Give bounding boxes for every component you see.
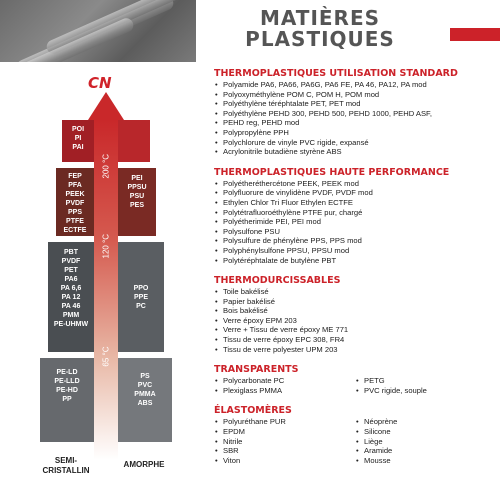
list-item: • Polyphénylsulfone PPSU, PPSU mod — [214, 246, 496, 256]
section-title: TRANSPARENTS — [214, 364, 299, 376]
list-item: • Polyamide PA6, PA66, PA6G, PA6 FE, PA 46, PA12, PA mod — [214, 80, 496, 90]
section-title: THERMOPLASTIQUES UTILISATION STANDARD — [214, 68, 458, 79]
list-item: • SBR — [214, 446, 355, 456]
list-item: • Liège — [355, 437, 496, 447]
header-accent-bar — [450, 28, 500, 41]
page-header — [0, 0, 500, 62]
section-title: ÉLASTOMÈRES — [214, 405, 292, 417]
material-list — [214, 68, 496, 475]
list-item: • Polytétrafluoroéthylène PTFE pur, chargé — [214, 208, 496, 218]
section-transparents — [214, 364, 496, 395]
list-item: • Verre époxy EPM 203 — [214, 316, 496, 326]
list-item: • Polypropylène PPH — [214, 128, 496, 138]
list-item: • PVC rigide, souple — [355, 386, 496, 396]
section-title: THERMODURCISSABLES — [214, 275, 341, 287]
brand-logo: CN — [88, 74, 112, 92]
list-item: • Papier bakélisé — [214, 297, 496, 307]
list-item: • Polysulfone PSU — [214, 227, 496, 237]
label-amorphous: AMORPHE — [123, 460, 165, 469]
section-title: THERMOPLASTIQUES HAUTE PERFORMANCE — [214, 166, 450, 178]
block-amorphous-top — [118, 120, 150, 162]
list-item: • Mousse — [355, 456, 496, 466]
list-item: • Polycarbonate PC — [214, 376, 355, 386]
block-semicrystalline-high: FEP PFA PEEK PVDF PPS PTFE ECTFE — [56, 168, 94, 236]
temp-label-200: 200 °C — [101, 153, 111, 179]
list-item: • Néoprène — [355, 417, 496, 427]
list-item: • Tissu de verre époxy EPC 308, FR4 — [214, 335, 496, 345]
list-item: • Polyétherimide PEI, PEI mod — [214, 217, 496, 227]
list-item: • Tissu de verre polyester UPM 203 — [214, 345, 496, 355]
list-item: • PETG — [355, 376, 496, 386]
list-item: • Ethylen Chlor Tri Fluor Ethylen ECTFE — [214, 198, 496, 208]
section-high-performance-thermoplastics — [214, 167, 496, 265]
list-item: • Silicone — [355, 427, 496, 437]
list-item: • Aramide — [355, 446, 496, 456]
list-item: • Polytéréphtalate de butylène PBT — [214, 256, 496, 266]
arrow-head-icon — [88, 92, 124, 120]
list-item: • Polychlorure de vinyle PVC rigide, expansé — [214, 138, 496, 148]
block-amorphous-base: PS PVC PMMA ABS — [118, 358, 172, 442]
temp-label-65: 65 °C — [101, 346, 111, 367]
block-semicrystalline-standard: PBT PVDF PET PA6 PA 6,6 PA 12 PA 46 PMM PE-UHMW — [48, 242, 94, 352]
list-item: • Viton — [214, 456, 355, 466]
section-elastomers — [214, 405, 496, 465]
list-item: • Verre + Tissu de verre époxy ME 771 — [214, 325, 496, 335]
block-amorphous-standard: PPO PPE PC — [118, 242, 164, 352]
block-amorphous-high: PEI PPSU PSU PES — [118, 168, 156, 236]
list-item: • PEHD reg, PEHD mod — [214, 118, 496, 128]
list-item: • Nitrile — [214, 437, 355, 447]
temp-label-120: 120 °C — [101, 233, 111, 259]
list-item: • Toile bakélisé — [214, 287, 496, 297]
list-item: • Polyuréthane PUR — [214, 417, 355, 427]
list-item: • Polyéthylène téréphtalate PET, PET mod — [214, 99, 496, 109]
list-item: • Bois bakélisé — [214, 306, 496, 316]
list-item: • Polysulfure de phénylène PPS, PPS mod — [214, 236, 496, 246]
block-semicrystalline-top: POI PI PAI — [62, 120, 94, 162]
block-semicrystalline-base: PE-LD PE-LLD PE-HD PP — [40, 358, 94, 442]
label-semicrystalline: SEMI- CRISTALLIN — [42, 456, 90, 475]
list-item: • EPDM — [214, 427, 355, 437]
list-item: • Acrylonitrile butadiène styrène ABS — [214, 147, 496, 157]
list-item: • Polyétheréthercétone PEEK, PEEK mod — [214, 179, 496, 189]
header-photo — [0, 0, 196, 62]
list-item: • Polyfluorure de vinylidène PVDF, PVDF mod — [214, 188, 496, 198]
list-item: • Plexiglass PMMA — [214, 386, 355, 396]
section-standard-thermoplastics — [214, 68, 496, 157]
section-thermosets — [214, 275, 496, 354]
list-item: • Polyéthylène PEHD 300, PEHD 500, PEHD 1000, PEHD ASF, — [214, 109, 496, 119]
list-item: • Polyoxyméthylène POM C, POM H, POM mod — [214, 90, 496, 100]
page-title: MATIÈRES PLASTIQUES — [245, 6, 395, 51]
temperature-pyramid-diagram — [0, 62, 200, 500]
